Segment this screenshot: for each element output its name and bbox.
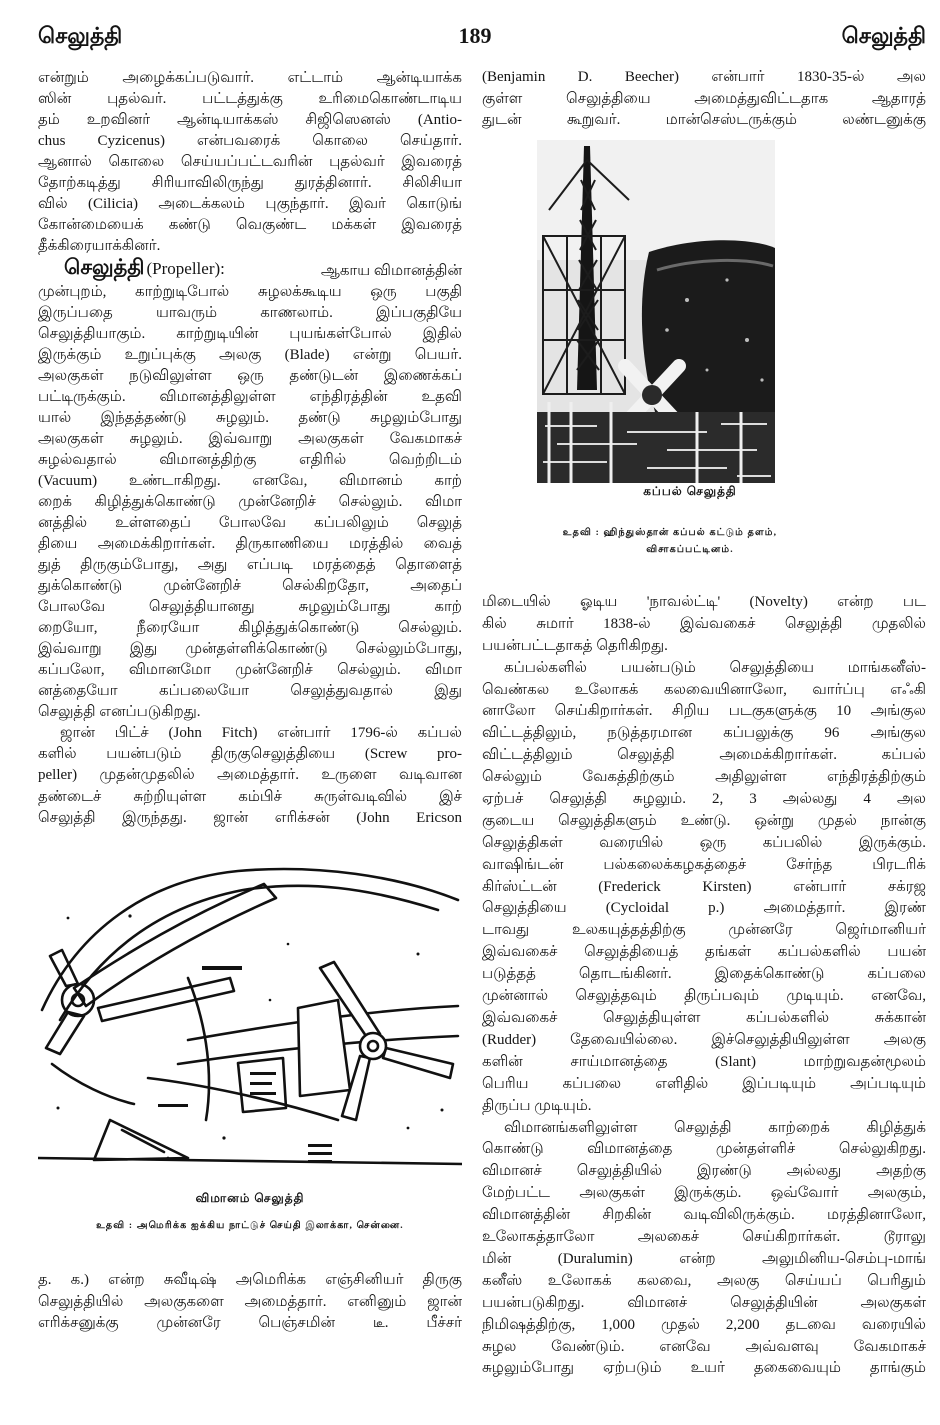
right-column	[482, 0, 926, 1425]
paragraph-beecher	[482, 67, 926, 132]
paragraph-john-fitch	[38, 723, 462, 829]
text-line: குள்ள செலுத்தியை அமைத்துவிட்டதாக ஆதாரத்	[482, 90, 926, 107]
text-line: சுழல்வதால் விமானத்திற்கு எதிரில் வெற்றிடம்	[38, 452, 462, 468]
text-line: சுழலும்போது ஏற்படும் உயர் தகைவையும் தாங்கும்	[482, 1360, 926, 1377]
text-line: மின் (Duralumin) என்ற அலுமினிய-செம்பு-மாங்	[482, 1250, 926, 1267]
text-line: விட்டத்திலும், நடுத்தரமான கப்பலுக்கு 96 அங்குல	[482, 725, 926, 742]
text-line: முன்னால் செலுத்தவும் திருப்பவும் முடியும். எனவே,	[482, 988, 926, 1005]
text-line: அலகுகள் நடுவிலுள்ள ஒரு தண்டுடன் இணைக்கப்	[38, 368, 462, 384]
text-line: peller) முதன்முதலில் அமைத்தார். உருளை வடிவான	[38, 767, 462, 784]
text-line: ஆனால் கொலை செய்யப்பட்டவரின் புதல்வர் இவரைத்	[38, 154, 462, 170]
text-line: டாவது உலகயுத்தத்திற்கு முன்னரே ஜெர்மானியர்	[482, 922, 926, 939]
text-line: கோன்மையைக் கண்டு வெகுண்ட மக்கள் இவரைத்	[38, 217, 462, 233]
running-head-left: செலுத்தி	[38, 23, 123, 48]
entry-first-line-text: ஆகாய விமானத்தின்	[320, 263, 462, 279]
text-line: கப்பல்களில் பயன்படும் செலுத்தியை மாங்கனீஸ்-	[504, 659, 926, 676]
text-line: சுழல வேண்டும். எனவே அவ்வளவு வேகமாகச்	[482, 1338, 926, 1355]
text-line: chus Cyzicenus) என்பவரைக் கொலை செய்தார்.	[38, 133, 462, 149]
paragraph-ship-propellers	[482, 658, 926, 1118]
ship-propeller-photo	[537, 140, 775, 483]
text-line: றைக் கிழித்துக்கொண்டு முன்னேறிச் செல்லும். விமா	[38, 494, 462, 510]
entry-body	[38, 282, 462, 723]
text-line: செல்லும் வேகத்திற்கும் அதிலுள்ள எந்திரத்திற்கும்	[482, 769, 926, 786]
entry-heading-line	[38, 257, 462, 282]
running-head-right: செலுத்தி	[841, 23, 926, 48]
text-line: இவ்வகைச் செலுத்தியைத் தங்கள் கப்பல்களில் பயன்	[482, 944, 926, 961]
text-line: விட்டத்திலும் செலுத்தி அமைக்கிறார்கள். கப்பல்	[482, 747, 926, 764]
text-line: களின் சாய்மானத்தை (Slant) மாற்றுவதன்மூலம்	[482, 1053, 926, 1070]
figure-credit-line: உதவி : ஹிந்துஸ்தான் கப்பல் கட்டும் தளம்,	[562, 528, 778, 538]
text-line: செலுத்தி எனப்படுகிறது.	[38, 704, 201, 720]
text-line: மிடையில் ஓடிய 'நாவல்ட்டி' (Novelty) என்ற பட	[482, 594, 926, 610]
text-line: தியை அமைக்கிறார்கள். திருகாணியை மரத்தில் வைத்	[38, 536, 462, 552]
text-line: னத்தில் உள்ளதைப் போலவே கப்பலிலும் செலுத்	[38, 515, 462, 531]
text-line: வில் (Cilicia) அடைக்கலம் புகுந்தார். இவர் கொடுங்	[38, 196, 462, 212]
text-line: கப்பலோ, விமானமோ முன்னேறிச் செல்லும். விமா	[38, 662, 462, 678]
text-line: (Vacuum) உண்டாகிறது. எனவே, விமானம் காற்	[38, 473, 462, 489]
text-line: னாலோ செய்கிறார்கள். சிறிய படகுகளுக்கு 10 அங்குல	[482, 703, 926, 720]
entry-english-term: (Propeller):	[146, 259, 225, 278]
text-line: களில் பயன்படும் திருகுசெலுத்தியை (Screw pro-	[38, 746, 462, 763]
left-column	[38, 0, 462, 1425]
text-line: தம் உறவினர் ஆன்டியாக்கஸ் சிஜிஸெனஸ் (Antio-	[38, 112, 462, 128]
figure-credit-line: விசாகப்பட்டினம்.	[646, 545, 734, 555]
text-line: துத் திருகும்போது, அது எப்படி மரத்தைத் தொளைத்	[38, 557, 462, 573]
text-line: இருக்கும் உறுப்புக்கு அலகு (Blade) என்று பெயர்.	[38, 347, 462, 363]
text-line: இருப்பதை யாவரும் காணலாம். இப்பகுதியே	[38, 305, 462, 321]
text-line: னத்தையோ கப்பலையோ செலுத்துவதால் இது	[38, 683, 462, 699]
figure-credit: உதவி : அமெரிக்க ஐக்கிய நாட்டுச் செய்தி இலாக்கா, சென்னை.	[96, 1221, 404, 1231]
page-number: 189	[458, 23, 492, 48]
paragraph-aircraft-propellers	[482, 1118, 926, 1381]
text-line: தோற்கடித்து சிரியாவிலிருந்து துரத்தினார். சிலிசியா	[38, 175, 462, 191]
text-line: படுத்தத் தொடங்கினர். இதைக்கொண்டு கப்பலை	[482, 966, 926, 983]
text-line: போலவே செலுத்தியானது சுழலும்போது காற்	[38, 599, 462, 615]
text-line: என்றும் அழைக்கப்படுவார். எட்டாம் ஆன்டியாக்க	[38, 70, 462, 86]
text-line: கில் சுமார் 1838-ல் இவ்வகைச் செலுத்தி முதலில்	[482, 615, 926, 632]
text-line: கிர்ஸ்ட்டன் (Frederick Kirsten) என்பார் சக்ரஜ	[482, 878, 926, 895]
text-line: செலுத்தியில் அலகுகளை அமைத்தார். எனினும் ஜான்	[38, 1293, 462, 1310]
text-line: பட்டிருக்கும். விமானத்திலுள்ள எந்திரத்தின் உதவி	[38, 389, 462, 405]
figure-caption: விமானம் செலுத்தி	[195, 1191, 305, 1205]
text-line: நிமிஷத்திற்கு, 1,000 முதல் 2,200 தடவை வரையில்	[482, 1316, 926, 1333]
text-line: துடன் கூறுவர். மான்செஸ்டருக்கும் லண்டனுக்கு	[482, 112, 926, 128]
text-line: செலுத்தியை (Cycloidal p.) அமைத்தார். இரண்	[482, 900, 926, 917]
text-line: எரிக்சனுக்கு முன்னரே பெஞ்சமின் டீ. பீச்சர்	[38, 1315, 462, 1331]
text-line: றையோ, நீரையோ கிழித்துக்கொண்டு செல்லும்.	[38, 620, 462, 636]
text-line: பயன்படுகிறது. விமானச் செலுத்தியின் அலகுகள்	[482, 1294, 926, 1311]
text-line: பெரிய கப்பலை எளிதில் இப்படியும் அப்படியும்	[482, 1075, 926, 1092]
text-line: த. க.) என்ற சுவீடிஷ் அமெரிக்க எஞ்சினியர் திருகு	[38, 1272, 462, 1288]
text-line: இவ்வகைச் செலுத்தியுள்ள கப்பல்களில் சுக்கான்	[482, 1009, 926, 1026]
entry-title-group	[38, 257, 225, 282]
text-line: ஸின் புதல்வர். பட்டத்துக்கு உரிமைகொண்டாடிய	[38, 91, 462, 107]
text-line: விமானத்தின் சிறகின் வடிவிலிருக்கும். மரத்தினாலோ,	[482, 1207, 926, 1224]
aircraft-propeller-illustration	[38, 858, 462, 1185]
text-line: வாஷிங்டன் பல்கலைக்கழகத்தைச் சேர்ந்த பிரடரிக்	[482, 856, 926, 873]
text-line: செலுத்தியாகும். காற்றுடியின் புயங்கள்போல் இதில்	[38, 326, 462, 342]
text-line: கனீஸ் உலோகக் கலவை, அலகு செய்யப் பெரிதும்	[482, 1272, 926, 1289]
text-line: ஏற்பச் செலுத்தி சுழலும். 2, 3 அல்லது 4 அல	[482, 791, 926, 808]
text-line: முன்புறம், காற்றுடிபோல் சுழலக்கூடிய ஒரு பகுதி	[38, 284, 462, 300]
entry-headword: செலுத்தி	[64, 257, 145, 279]
text-line: (Rudder) தேவையில்லை. இச்செலுத்தியிலுள்ள அலகு	[482, 1031, 926, 1048]
figure-caption: கப்பல் செலுத்தி	[643, 484, 737, 498]
text-line: வெண்கல உலோகக் கலவையினாலோ, வார்ப்பு எஃகி	[482, 681, 926, 698]
paragraph-novelty	[482, 592, 926, 658]
paragraph-ericson	[38, 1270, 462, 1335]
text-line: யால் இந்தத்தண்டு சுழலும். தண்டு சுழலும்போது	[38, 410, 462, 426]
text-line: மேற்பட்ட அலகுகள் இருக்கும். ஒவ்வோர் அலகும்,	[482, 1185, 926, 1202]
text-line: இவ்வாறு இது முன்தள்ளிக்கொண்டு செல்லும்போது,	[38, 641, 462, 657]
text-line: தீக்கிரையாக்கினர்.	[38, 238, 161, 254]
text-line: துக்கொண்டு முன்னேறிச் செல்கிறதோ, அதைப்	[38, 578, 462, 594]
text-line: அலகுகள் சுழலும். இவ்வாறு அலகுகள் வேகமாகச்	[38, 431, 462, 447]
text-line: பயன்பட்டதாகத் தெரிகிறது.	[482, 637, 668, 654]
text-line: செலுத்திகள் வரையில் ஒரு கப்பலில் இருக்கும்.	[482, 834, 926, 851]
paragraph-continued	[38, 68, 462, 257]
text-line: குடைய செலுத்திகளும் உண்டு. ஒன்று முதல் நான்கு	[482, 812, 926, 829]
text-line: செலுத்தி இருந்தது. ஜான் எரிக்சன் (John Ericson	[38, 809, 462, 826]
text-line: தண்டைச் சுற்றியுள்ள கம்பிச் சுருள்வடிவில் இச்	[38, 788, 462, 805]
text-line: ஜான் பிட்ச் (John Fitch) என்பார் 1796-ல் கப்பல்	[60, 725, 462, 741]
text-line: உலோகத்தாலோ அலகைச் செய்கிறார்கள். டூராலு	[482, 1229, 926, 1246]
text-line: (Benjamin D. Beecher) என்பார் 1830-35-ல் அல	[482, 69, 926, 85]
text-line: கொண்டு விமானத்தை முன்தள்ளிச் செல்லுகிறது.	[482, 1141, 926, 1158]
text-line: விமானங்களிலுள்ள செலுத்தி காற்றைக் கிழித்துக்	[504, 1119, 926, 1136]
text-line: விமானச் செலுத்தியில் இரண்டு அல்லது அதற்கு	[482, 1163, 926, 1180]
text-line: திருப்ப முடியும்.	[482, 1097, 592, 1114]
